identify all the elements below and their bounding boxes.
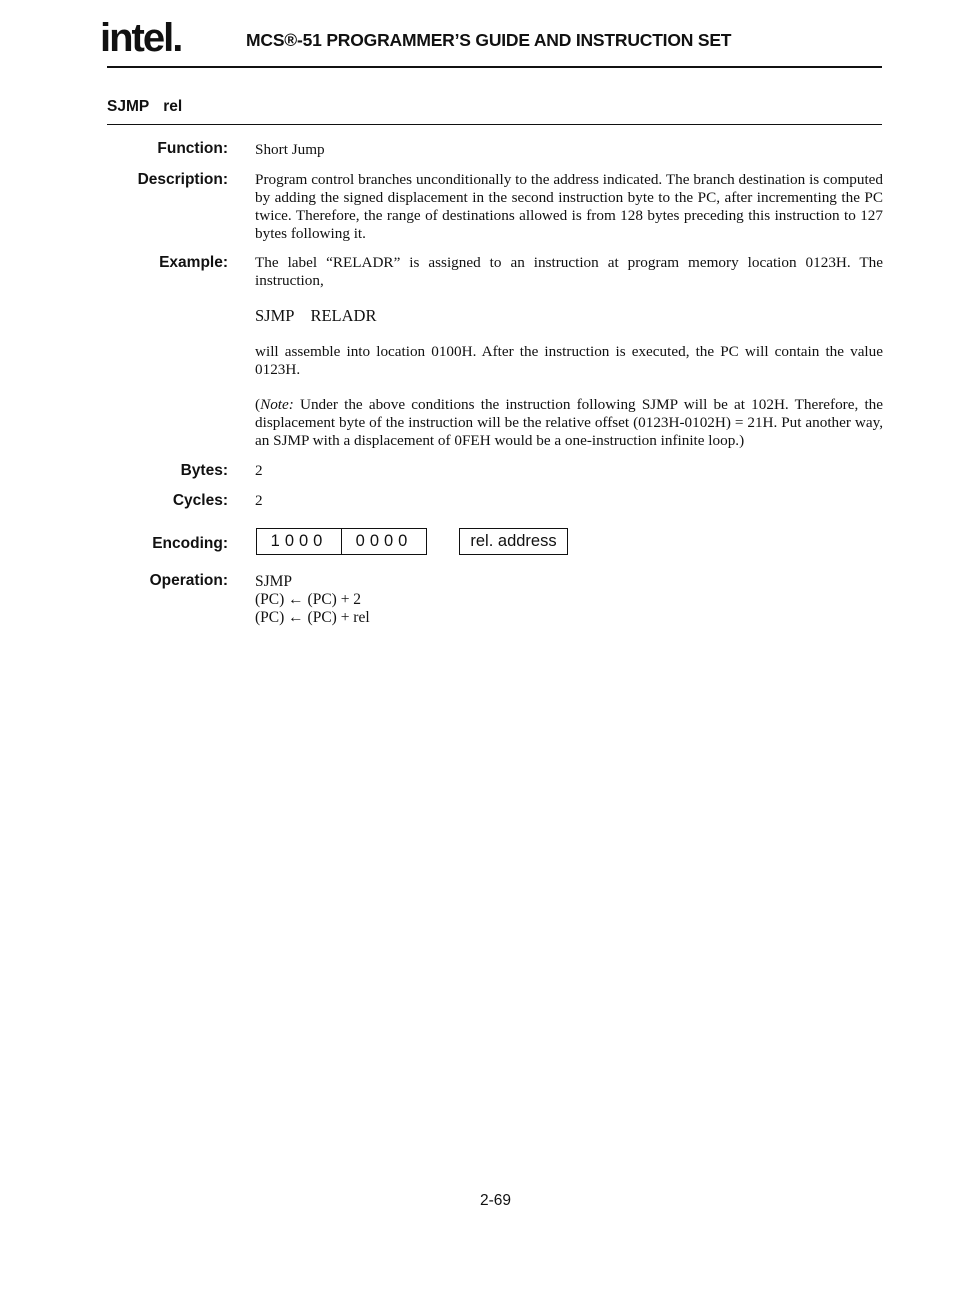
example-label: Example:	[159, 254, 228, 271]
page-header-title: MCS®-51 PROGRAMMER’S GUIDE AND INSTRUCTION SET	[246, 30, 732, 50]
encoding-label: Encoding:	[152, 535, 228, 552]
description-label: Description:	[137, 171, 228, 188]
description-text: Program control branches unconditionally to the address indicated. The branch destination is computed by adding the signed displacement in the second instruction byte to the PC, after incrementing the PC twice. Therefore, the range of destinations allowed is from 128 bytes preceding this instruction to 127 bytes following it.	[255, 171, 883, 242]
instruction-operand: rel	[163, 98, 183, 115]
header-rule	[107, 66, 882, 68]
example-note-label: Note:	[260, 396, 294, 413]
example-text-1: The label “RELADR” is assigned to an instruction at program memory location 0123H. The instruction,	[255, 254, 883, 289]
encoding-low-nibble: 0000	[341, 529, 426, 554]
intel-logo: intel.	[100, 16, 182, 60]
bytes-label: Bytes:	[180, 462, 228, 479]
bytes-value: 2	[255, 462, 263, 479]
example-code	[255, 306, 376, 326]
operation-label: Operation:	[149, 572, 228, 589]
section-rule	[107, 124, 882, 125]
page-number: 2-69	[480, 1192, 512, 1209]
function-label: Function:	[157, 140, 228, 157]
encoding-opcode-box	[256, 528, 427, 555]
instruction-title	[107, 98, 182, 116]
example-note-text: Under the above conditions the instruction following SJMP will be at 102H. Therefore, the displacement byte of the instruction will be the relative offset (0123H-0102H) = 21H. Put another way, an SJMP with a displacement of 0FEH would be a one-instruction infinite loop.)	[255, 396, 883, 449]
encoding-operand-box: rel. address	[459, 528, 568, 555]
instruction-mnemonic: SJMP	[107, 98, 150, 115]
example-text-2: will assemble into location 0100H. After the instruction is executed, the PC will contain the value 0123H.	[255, 343, 883, 378]
example-code-mnemonic: SJMP	[255, 306, 295, 325]
example-note: (Note: Under the above conditions the instruction following SJMP will be at 102H. Therefore, the displacement byte of the instruction will be the relative offset (0123H-0102H) = 21H. Put another way, an SJMP with a displacement of 0FEH would be a one-instruction infinite loop.)	[255, 396, 883, 449]
function-text: Short Jump	[255, 141, 325, 158]
encoding-high-nibble: 1000	[270, 532, 328, 550]
operation-line-3: (PC) ← (PC) + rel	[255, 609, 370, 626]
cycles-value: 2	[255, 492, 263, 509]
operation-line-1: SJMP	[255, 573, 293, 590]
operation-line-2: (PC) ← (PC) + 2	[255, 591, 362, 608]
example-code-operand: RELADR	[310, 306, 377, 325]
cycles-label: Cycles:	[172, 492, 228, 509]
